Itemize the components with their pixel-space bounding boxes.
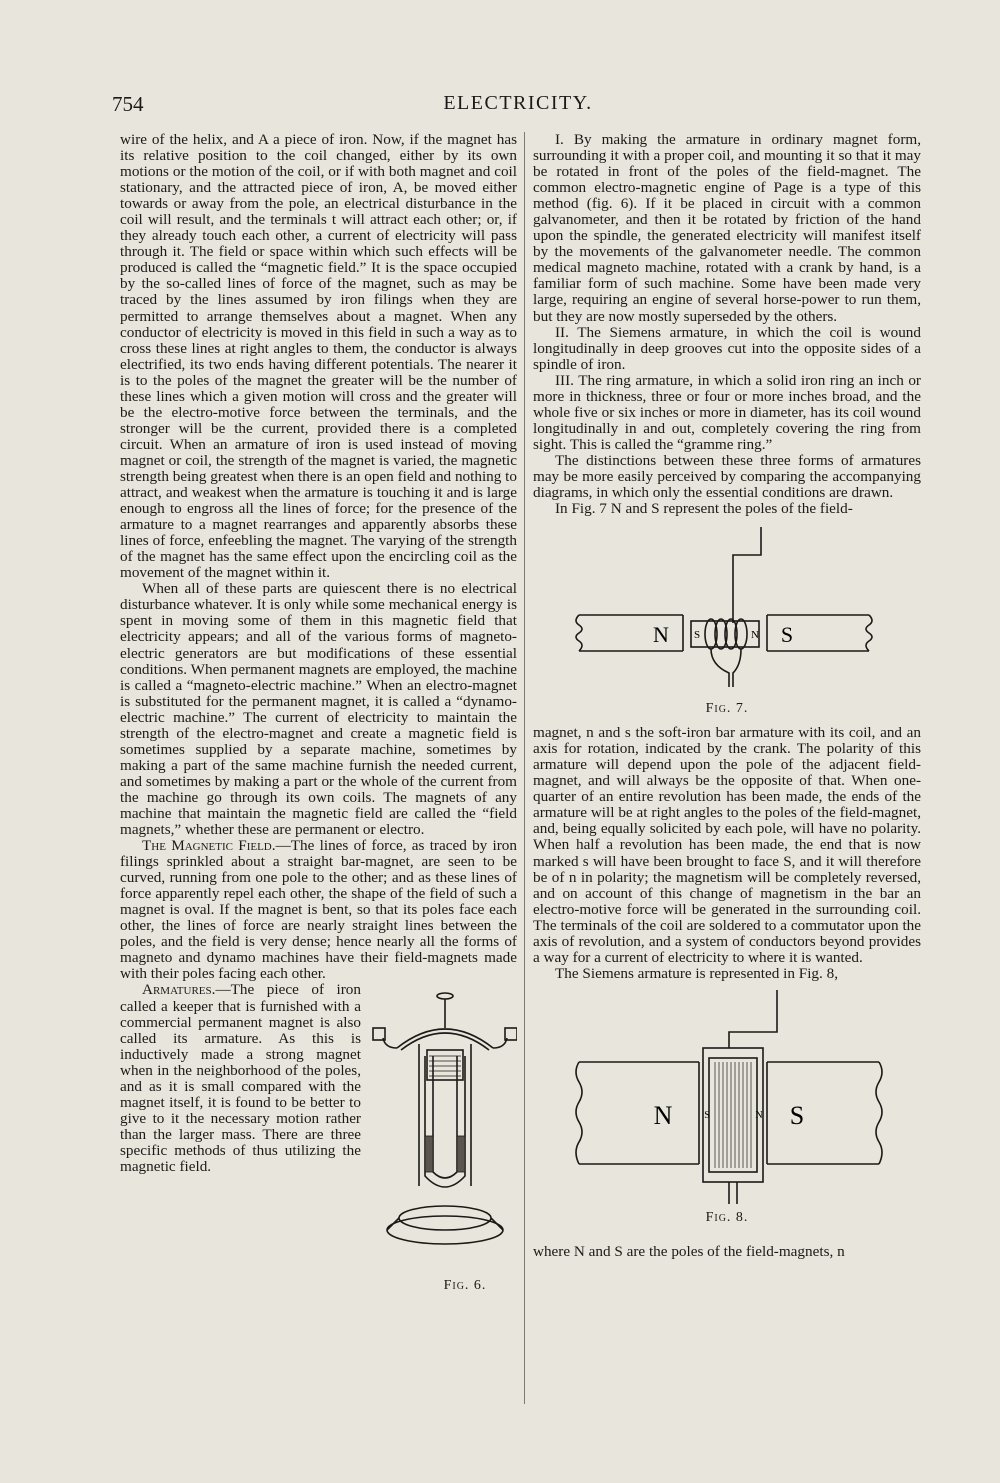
paragraph-text: —The piece of iron called a keeper that is furnished with a commercial permanent magnet is also called its armature. As this is inductively made a strong magnet when in the neighborhood of the poles, and as it is small compared with the magnet itself, it is found to be better to give to it the necessary motion rather than the larger mass. There are three specific methods of thus utilizing the magnetic field.	[120, 981, 361, 1175]
paragraph: magnet, n and s the soft-iron bar armature with its coil, and an axis for rotation, indicated by the crank. The polarity of this armature will depend upon the pole of the adjacent field-magnet, and will always be the opposite of that. When one-quarter of an entire revolution has been made, the ends of the armature will be at right angles to the poles of the field-magnet, and, being equally solicited by each pole, will have no polarity. When half a revolution has been made, the end that is now marked s will have been brought to face S, and it will therefore be of n in polarity; the magnetism will be completely reversed, and on account of this change of magnetism in the bar an electro-motive force will be generated in the surrounding coil. The terminals of the coil are soldered to a commutator upon the axis of revolution, and a system of conductors beyond provides a way for a current of electricity to where it is wanted.	[533, 724, 921, 966]
right-column	[533, 132, 921, 1260]
page-number: 754	[112, 92, 144, 116]
paragraph: where N and S are the poles of the field-magnets, n	[533, 1242, 845, 1260]
figure-8	[533, 988, 921, 1228]
armature-label-n: N	[755, 1109, 763, 1121]
figure-7	[533, 523, 921, 723]
pole-label-S: S	[789, 1100, 805, 1130]
section-heading: Armatures.	[142, 981, 216, 999]
paragraph: III. The ring armature, in which a solid iron ring an inch or more in thickness, three or four or more inches broad, and the whole five or six inches or more in diameter, has its coil wound longitudinally in and out, completely covering the ring from sight. This is called the “gramme ring.”	[533, 371, 921, 453]
armature-label-n: N	[751, 629, 759, 642]
figure-8-caption: Fig. 8.	[705, 1209, 749, 1225]
pole-label-N: N	[653, 622, 669, 648]
paragraph: II. The Siemens armature, in which the coil is wound longitudinally in deep grooves cut into the opposite sides of a spindle of iron.	[533, 323, 921, 373]
paragraph: When all of these parts are quiescent there is no electrical disturbance whatever. It is only while some mechanical energy is spent in moving some of them in this magnetic field that electricity appears; and all of the various forms of magneto-electric generators are but modifications of these essential conditions. When permanent magnets are employed, the machine is called a “magneto-electric machine.” When an electro-magnet is substituted for the permanent magnet, it is called a “dynamo-electric machine.” The current of electricity to maintain the strength of the electro-magnet and create a magnetic field is sometimes supplied by a separate machine, sometimes by making a part of the same machine furnish the needed current, and sometimes by making a part or the whole of the current from the machine go through its own coils. The magnets of any machine that maintain the magnetic field are called the “field magnets,” whether these are permanent or electro.	[120, 580, 517, 839]
pole-label-N: N	[653, 1100, 673, 1130]
running-title: ELECTRICITY.	[443, 92, 593, 114]
paragraph: The distinctions between these three forms of armatures may be more easily perceived by comparing the accompanying diagrams, in which only the essential conditions are drawn.	[533, 451, 921, 502]
armature-label-s: S	[693, 629, 701, 642]
paragraph: wire of the helix, and A a piece of iron. Now, if the magnet has its relative position to the coil changed, either by its own motions or the motion of the coil, or if with both magnet and coil stationary, and the attracted piece of iron, A, be moved either towards or away from the pole, an electrical disturbance in the coil will result, and the terminals t will attract each other; or, if they already touch each other, a current of electricity will pass through it. The field or space within which such effects will be produced is called the “magnetic field.” It is the space occupied by the so-called lines of force of the magnet, such as may be traced by the lines assumed by iron filings when they are permitted to arrange themselves about a magnet. When any conductor of electricity is moved in this field in such a way as to cross these lines at right angles to them, the conductor is always electrified, its two ends having different potentials. The nearer it is to the poles of the magnet the greater will be the number of these lines which a given motion will cross and the greater will be the electro-motive force between the terminals, and the stronger will be the current, provided there is a completed circuit. When an armature of iron is used instead of moving magnet or coil, the strength of the magnet is varied, the magnetic strength being greatest when there is an open field and nothing to attract, and weakest when the armature is touching it and is large enough to engross all the lines of force; for the presence of the armature to a magnet rearranges and apparently absorbs these lines of force, enfeebling the magnet. The varying of the strength of the magnet has the same effect upon the encircling coil as the movement of the magnet within it.	[120, 131, 517, 582]
left-column	[120, 131, 517, 1294]
figure-7-diagram	[533, 523, 921, 703]
figure-6	[367, 986, 517, 1254]
paragraph-text: —The lines of force, as traced by iron filings sprinkled about a straight bar-magnet, are seen to be curved, running from one pole to the other; and as these lines of force apparently repel each other, the shape of the field of such a magnet is oval. If the magnet is bent, so that its poles face each other, the lines of force are nearly straight lines between the poles, and the field is very dense; hence nearly all the forms of magneto and dynamo machines have their field-magnets made with their poles facing each other.	[120, 837, 517, 983]
figure-8-diagram	[533, 988, 921, 1210]
electro-magnetic-engine-illustration	[367, 986, 517, 1254]
column-divider	[524, 132, 525, 1404]
paragraph	[120, 838, 517, 982]
figure-7-caption: Fig. 7.	[705, 701, 749, 717]
page-header	[112, 92, 924, 118]
paragraph: I. By making the armature in ordinary magnet form, surrounding it with a proper coil, and mounting it so that it may be rotated in front of the poles of the field-magnet. The common electro-magnetic engine of Page is a type of this method (fig. 6). If it be placed in circuit with a common galvanometer, and then it be rotated by friction of the hand upon the spindle, the generated electricity will manifest itself by the movements of the galvanometer needle. The common medical magneto machine, rotated with a crank by hand, is a familiar form of such machine. Some have been made very large, requiring an engine of several horse-power to run them, but they are now mostly superseded by the others.	[533, 131, 921, 325]
paragraph: The Siemens armature is represented in Fig. 8,	[555, 964, 839, 982]
figure-6-caption: Fig. 6.	[443, 1278, 487, 1294]
pole-label-S: S	[780, 622, 794, 648]
section-heading: The Magnetic Field.	[142, 837, 276, 855]
paragraph: In Fig. 7 N and S represent the poles of the field-	[555, 500, 853, 518]
armature-label-s: S	[704, 1109, 710, 1121]
